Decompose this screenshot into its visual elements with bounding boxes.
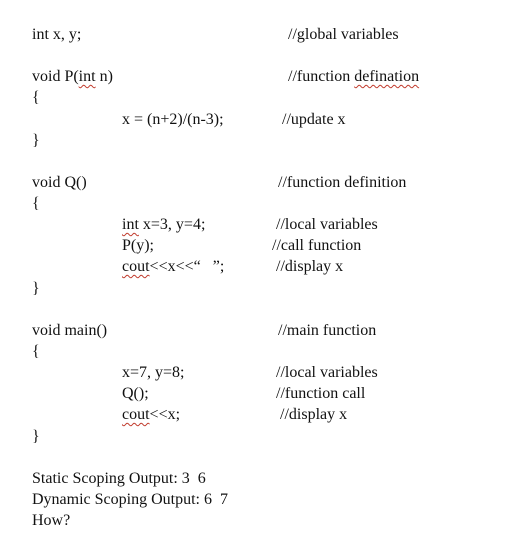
func-p-body: x = (n+2)/(n-3); [122,111,224,128]
func-p-body-comment: //update x [282,111,346,128]
main-line-3-rest: <<x; [149,406,181,423]
dynamic-scoping-output: Dynamic Scoping Output: 6 7 [32,491,228,508]
func-q-line-1-rest: x=3, y=4; [138,216,206,233]
func-p-open-brace: { [32,89,40,106]
func-p-sig-pre: void P( [32,68,79,85]
func-q-line-2: P(y); [122,237,154,254]
main-line-1-comment: //local variables [276,364,378,381]
func-p-close-brace: } [32,132,40,149]
func-p-comment-pre: //function [288,68,355,85]
func-q-line-3-kw: cout [122,258,150,275]
static-scoping-output: Static Scoping Output: 3 6 [32,470,206,487]
global-comment: //global variables [288,26,399,43]
func-q-line-1-kw: int [122,216,139,233]
func-q-line-3-rest: <<x<<“ ”; [149,258,225,275]
main-close-brace: } [32,428,40,445]
func-p-comment [288,67,419,87]
func-p-signature [32,67,113,87]
main-line-2-comment: //function call [276,385,366,402]
func-q-close-brace: } [32,280,40,297]
func-q-signature: void Q() [32,174,87,191]
main-open-brace: { [32,343,40,360]
func-p-comment-misspelled: defination [354,68,420,85]
main-signature: void main() [32,322,108,339]
main-line-2: Q(); [122,385,149,402]
main-line-3-comment: //display x [280,406,348,423]
func-q-comment: //function definition [278,174,407,191]
main-line-3-kw: cout [122,406,150,423]
func-p-sig-post: n) [95,68,113,85]
func-q-line-3-comment: //display x [276,258,344,275]
func-q-open-brace: { [32,195,40,212]
func-q-line-2-comment: //call function [272,237,362,254]
func-q-line-1-comment: //local variables [276,216,378,233]
main-line-1: x=7, y=8; [122,364,185,381]
main-line-3 [122,405,180,425]
func-p-sig-int: int [78,68,96,85]
func-q-line-1 [122,215,205,235]
func-q-line-3 [122,257,224,277]
global-declaration: int x, y; [32,26,82,43]
question-text: How? [32,512,71,529]
main-comment: //main function [278,322,377,339]
